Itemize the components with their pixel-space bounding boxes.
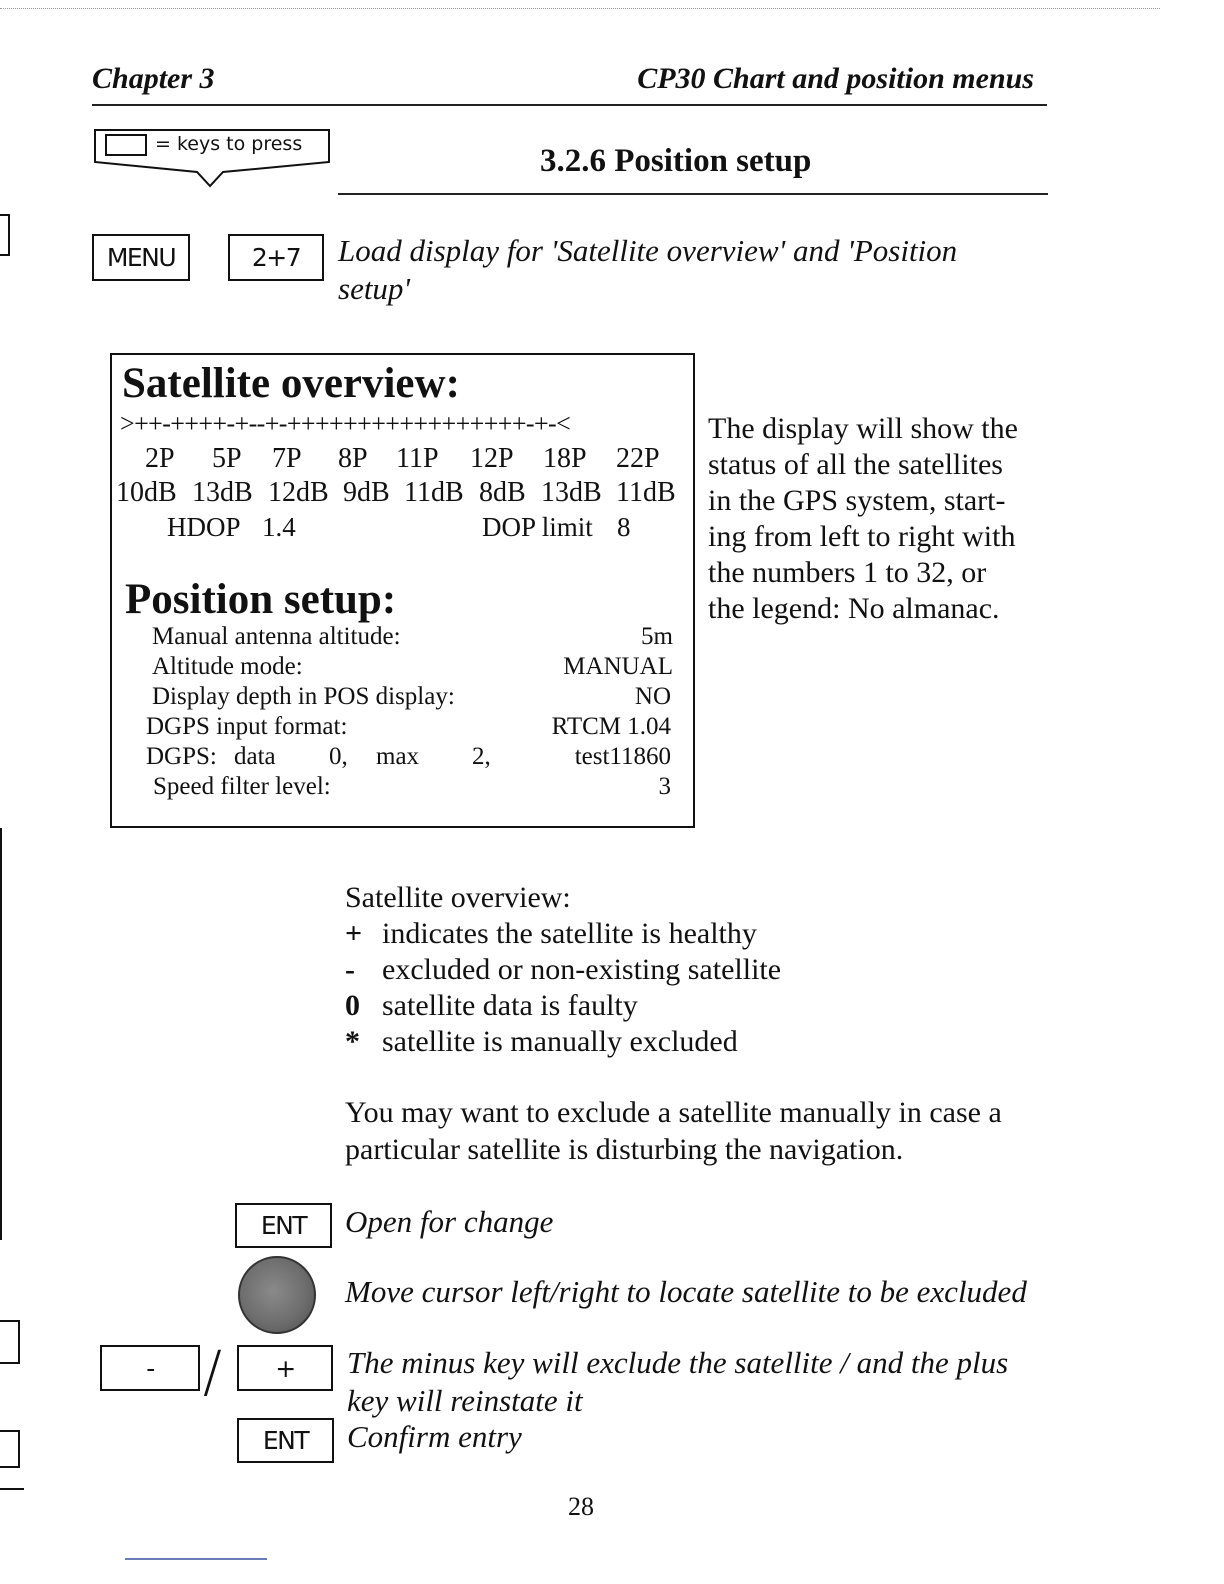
scan-bottom-line xyxy=(125,1558,267,1560)
signal-level: 13dB xyxy=(541,477,602,508)
description-line: the numbers 1 to 32, or xyxy=(708,556,987,589)
section-rule xyxy=(338,193,1048,195)
satellite-id: 18P xyxy=(543,443,587,474)
signal-level: 12dB xyxy=(268,477,329,508)
description-line: The display will show the xyxy=(708,412,1018,445)
legend-symbol: 0 xyxy=(345,989,360,1022)
legend-text: = keys to press xyxy=(155,133,303,155)
signal-level: 11dB xyxy=(616,477,676,508)
chapter-title: CP30 Chart and position menus xyxy=(637,62,1034,95)
setting-value: RTCM 1.04 xyxy=(551,713,671,740)
dgps-max-label: max xyxy=(376,743,420,770)
dop-limit-label: DOP limit xyxy=(482,512,593,542)
minus-key[interactable]: - xyxy=(100,1345,200,1391)
edge-artifact xyxy=(0,1362,20,1364)
legend-symbol: * xyxy=(345,1025,360,1058)
cursor-joystick-icon[interactable] xyxy=(238,1256,316,1334)
symbol-legend xyxy=(345,880,781,1060)
edge-artifact xyxy=(0,828,2,1240)
satellite-id: 12P xyxy=(470,443,514,474)
description-line: the legend: No almanac. xyxy=(708,592,1000,625)
instruction-line: key will reinstate it xyxy=(347,1383,583,1418)
open-for-change-instruction: Open for change xyxy=(345,1204,554,1239)
chapter-label: Chapter 3 xyxy=(92,62,215,95)
edge-artifact xyxy=(8,214,10,256)
plus-key[interactable]: + xyxy=(237,1345,333,1391)
satellite-id: 22P xyxy=(616,443,660,474)
ent-key[interactable]: ENT xyxy=(235,1203,332,1248)
page-number: 28 xyxy=(568,1492,594,1521)
signal-level: 9dB xyxy=(343,477,390,508)
hdop-value: 1.4 xyxy=(262,512,296,542)
description-line: status of all the satellites xyxy=(708,448,1003,481)
signal-level: 8dB xyxy=(479,477,526,508)
setting-label: Manual antenna altitude: xyxy=(152,623,401,650)
dgps-data-value: 0, xyxy=(329,743,348,770)
description-line: in the GPS system, start- xyxy=(708,484,1006,517)
satellite-id: 7P xyxy=(272,443,302,474)
dgps-max-value: 2, xyxy=(472,743,491,770)
menu-key[interactable]: MENU xyxy=(92,234,190,281)
satellite-status-string: >++-++++-+--+-+++++++++++++++++-+-< xyxy=(120,409,571,438)
minus-plus-instruction xyxy=(347,1344,1008,1420)
setting-label: Speed filter level: xyxy=(153,773,331,800)
hdop-label: HDOP xyxy=(167,512,241,542)
scan-top-border xyxy=(0,8,1160,9)
legend-row xyxy=(345,988,781,1024)
edge-artifact xyxy=(0,1488,24,1490)
slash-separator-icon: / xyxy=(203,1340,222,1405)
dop-limit-value: 8 xyxy=(617,512,631,542)
instruction-line: Load display for 'Satellite overview' and 'Position xyxy=(338,233,958,268)
display-description xyxy=(708,411,1048,627)
section-title: 3.2.6 Position setup xyxy=(540,143,812,179)
dgps-station: test11860 xyxy=(574,743,671,770)
satellite-id: 11P xyxy=(396,443,439,474)
setting-value: 5m xyxy=(641,623,673,650)
exclusion-paragraph xyxy=(345,1094,1045,1168)
dgps-data-label: data xyxy=(234,743,276,770)
legend-text: satellite is manually excluded xyxy=(382,1025,738,1058)
legend-row xyxy=(345,916,781,952)
load-display-instruction xyxy=(338,232,957,308)
signal-level: 13dB xyxy=(192,477,253,508)
position-setup-title: Position setup: xyxy=(125,576,397,623)
edge-artifact xyxy=(0,1430,20,1432)
edge-artifact xyxy=(18,1430,20,1468)
legend-row xyxy=(345,952,781,988)
setting-label: Altitude mode: xyxy=(152,653,303,680)
confirm-entry-instruction: Confirm entry xyxy=(347,1419,522,1454)
legend-text: indicates the satellite is healthy xyxy=(382,917,757,950)
instruction-line: setup' xyxy=(338,271,411,306)
paragraph-line: particular satellite is disturbing the navigation. xyxy=(345,1133,904,1166)
signal-level: 11dB xyxy=(404,477,464,508)
confirm-ent-key[interactable]: ENT xyxy=(237,1418,334,1463)
paragraph-line: You may want to exclude a satellite manually in case a xyxy=(345,1096,1002,1129)
satellite-id: 2P xyxy=(145,443,175,474)
satellite-id: 5P xyxy=(212,443,242,474)
legend-text: satellite data is faulty xyxy=(382,989,638,1022)
instruction-line: The minus key will exclude the satellite / and the plus xyxy=(347,1345,1009,1380)
description-line: ing from left to right with xyxy=(708,520,1016,553)
setting-value: 3 xyxy=(658,773,671,800)
combo-key-2-7[interactable]: 2+7 xyxy=(228,234,324,281)
key-symbol-icon xyxy=(105,134,147,156)
legend-symbol: - xyxy=(345,953,355,986)
edge-artifact xyxy=(0,254,10,256)
legend-text: excluded or non-existing satellite xyxy=(382,953,782,986)
dgps-label: DGPS: xyxy=(146,743,217,770)
setting-label: Display depth in POS display: xyxy=(152,683,455,710)
edge-artifact xyxy=(18,1320,20,1364)
symbol-legend-heading: Satellite overview: xyxy=(345,881,571,914)
keys-legend-callout xyxy=(93,128,331,188)
setting-value: MANUAL xyxy=(563,653,673,680)
edge-artifact xyxy=(0,1320,20,1322)
satellite-id: 8P xyxy=(338,443,368,474)
header-rule xyxy=(92,104,1047,106)
move-cursor-instruction: Move cursor left/right to locate satellite to be excluded xyxy=(345,1274,1027,1309)
signal-level: 10dB xyxy=(116,477,177,508)
edge-artifact xyxy=(0,1466,20,1468)
legend-row xyxy=(345,1024,781,1060)
legend-symbol: + xyxy=(345,917,363,950)
setting-value: NO xyxy=(634,683,671,710)
setting-label: DGPS input format: xyxy=(146,713,348,740)
satellite-overview-title: Satellite overview: xyxy=(122,360,460,407)
lcd-display-panel xyxy=(110,353,695,828)
